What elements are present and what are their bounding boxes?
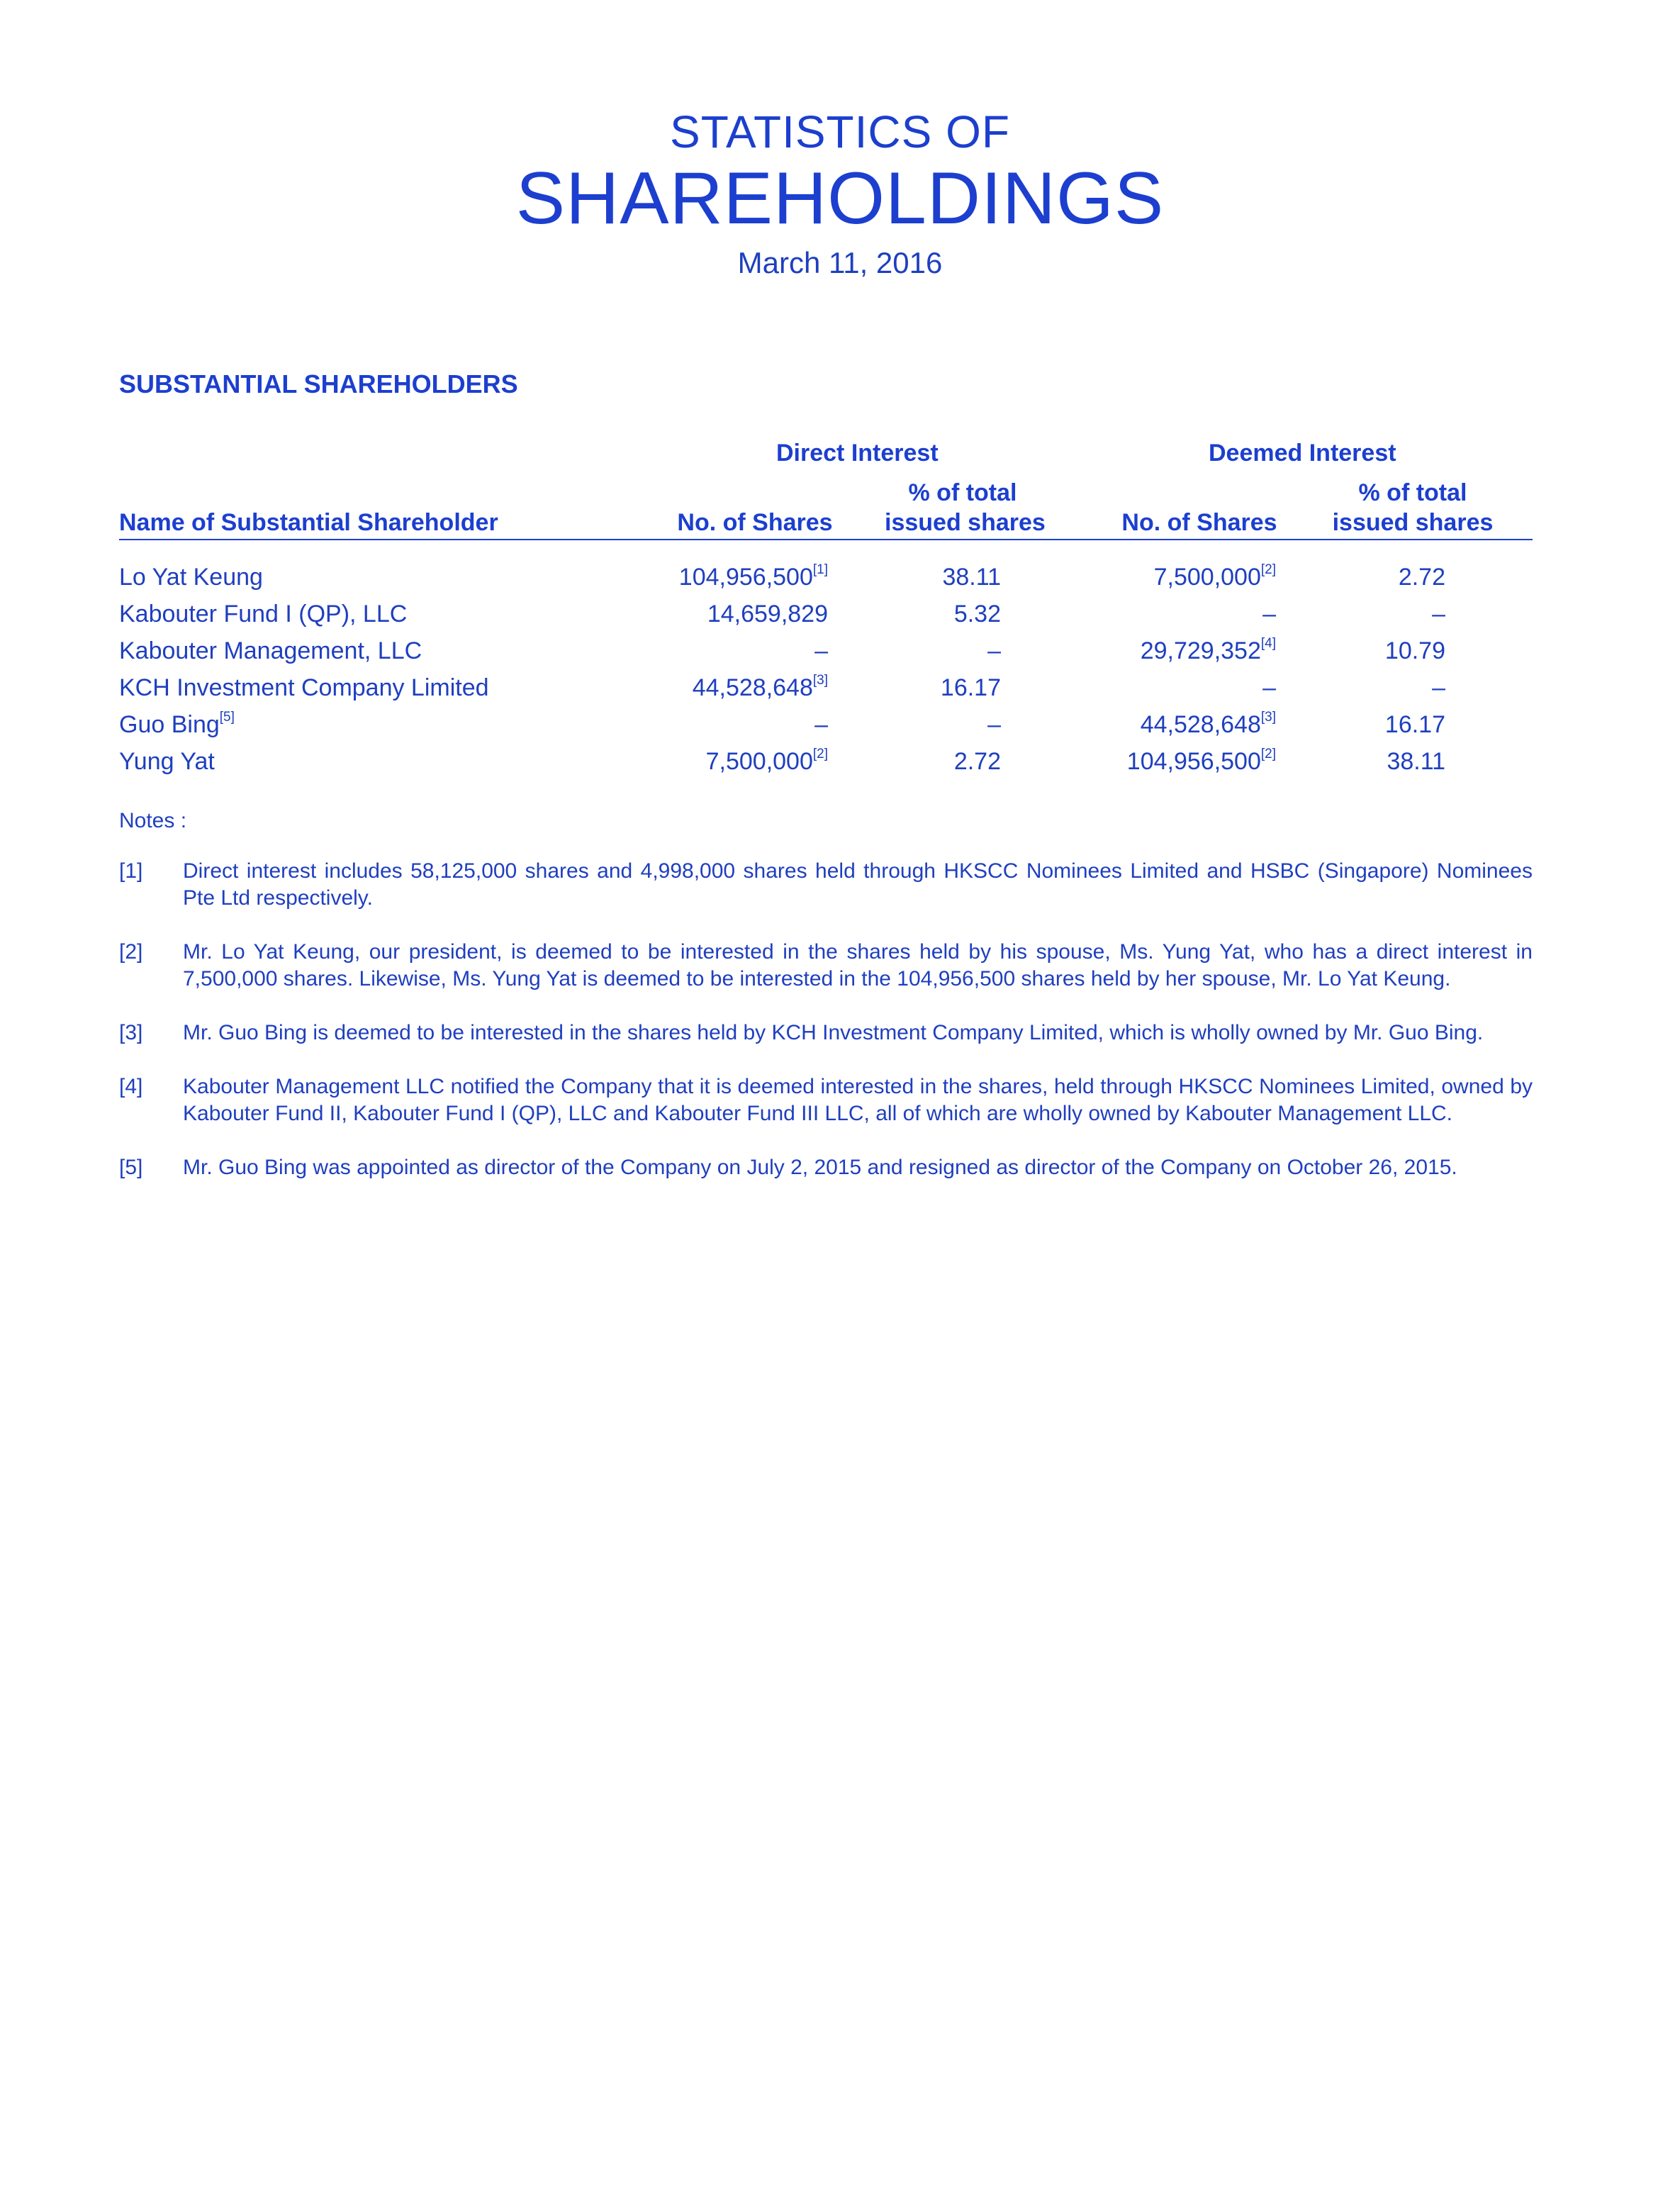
col-name: Name of Substantial Shareholder (119, 509, 498, 536)
report-date: March 11, 2016 (737, 246, 943, 279)
table-group-header (119, 425, 1533, 468)
note-tag: [5] (119, 1156, 143, 1179)
col-direct-pct-line2: issued shares (885, 509, 1046, 536)
direct-pct-cell: – (987, 711, 1001, 738)
deemed-pct-cell: 2.72 (1398, 564, 1445, 591)
notes-list (119, 858, 1533, 1208)
footnote-ref: [4] (1260, 636, 1276, 651)
deemed-shares-cell: 44,528,648[3] (1140, 710, 1276, 738)
note-tag: [2] (119, 940, 143, 964)
direct-shares-cell: 44,528,648[3] (692, 673, 828, 701)
note-text: Direct interest includes 58,125,000 shares and 4,998,000 shares held through HKSCC Nominees Limited and HSBC (Singapore) Nominees Pte Ltd respectively. (183, 859, 1533, 910)
direct-shares-cell: – (814, 637, 828, 664)
table-column-header (119, 468, 1533, 540)
shareholder-name: Lo Yat Keung (119, 564, 263, 591)
note-tag: [1] (119, 859, 143, 883)
shareholder-name: Yung Yat (119, 748, 215, 775)
deemed-interest-heading: Deemed Interest (1209, 440, 1396, 467)
title-line-2: SHAREHOLDINGS (515, 157, 1165, 240)
table-row (119, 743, 1533, 780)
shareholder-name: Kabouter Management, LLC (119, 637, 422, 664)
shareholder-name: KCH Investment Company Limited (119, 674, 489, 701)
note-item (119, 1073, 1533, 1127)
note-item (119, 1020, 1533, 1046)
deemed-pct-cell: – (1432, 601, 1445, 627)
direct-shares-cell: – (814, 711, 828, 738)
deemed-shares-cell: – (1262, 601, 1276, 627)
deemed-pct-cell: 38.11 (1387, 748, 1445, 775)
col-deemed-shares: No. of Shares (1121, 509, 1277, 536)
direct-pct-cell: 38.11 (942, 564, 1001, 591)
deemed-pct-cell: 16.17 (1384, 711, 1445, 738)
footnote-ref: [1] (812, 562, 828, 577)
col-direct-pct (885, 478, 1046, 537)
direct-shares-cell: 104,956,500[1] (678, 562, 828, 591)
shareholder-name: Kabouter Fund I (QP), LLC (119, 601, 408, 627)
note-tag: [4] (119, 1075, 143, 1098)
note-text: Mr. Guo Bing is deemed to be interested in the shares held by KCH Investment Company Limited, which is wholly owned by Mr. Guo Bing. (183, 1021, 1484, 1044)
note-item (119, 939, 1533, 993)
deemed-pct-cell: 10.79 (1384, 637, 1445, 664)
col-deemed-pct (1324, 478, 1501, 537)
footnote-ref: [3] (812, 673, 828, 688)
direct-pct-cell: 5.32 (953, 601, 1001, 627)
footnote-ref: [2] (1260, 562, 1276, 577)
footnote-ref: [3] (1260, 710, 1276, 725)
deemed-shares-cell: 104,956,500[2] (1126, 747, 1276, 775)
table-row (119, 596, 1533, 632)
shareholder-name: Guo Bing[5] (119, 710, 235, 738)
col-deemed-pct-line2: issued shares (1332, 509, 1494, 536)
deemed-shares-cell: – (1262, 674, 1276, 701)
table-row (119, 706, 1533, 743)
footnote-ref: [2] (1260, 747, 1276, 761)
page-header (0, 106, 1680, 281)
direct-pct-cell: 16.17 (940, 674, 1001, 701)
note-text: Mr. Lo Yat Keung, our president, is deemed to be interested in the shares held by his spouse, Ms. Yung Yat, who has a direct interest in 7,500,000 shares. Likewise, Ms. Yung Yat is deemed to be interested in the 104,956,500 shares held by her spouse, Mr. Lo Yat Keung. (183, 940, 1533, 990)
deemed-pct-cell: – (1432, 674, 1445, 701)
table-body (119, 559, 1533, 780)
note-tag: [3] (119, 1021, 143, 1044)
direct-pct-cell: 2.72 (953, 748, 1001, 775)
note-item (119, 1154, 1533, 1181)
direct-shares-cell: 14,659,829 (707, 601, 828, 627)
col-direct-pct-line1: % of total (908, 479, 1017, 506)
note-text: Mr. Guo Bing was appointed as director of the Company on July 2, 2015 and resigned as director of the Company on October 26, 2015. (183, 1156, 1457, 1179)
deemed-shares-cell: 7,500,000[2] (1153, 562, 1276, 591)
title-line-1: STATISTICS OF (670, 106, 1010, 157)
table-row (119, 669, 1533, 706)
section-title: SUBSTANTIAL SHAREHOLDERS (119, 369, 518, 398)
table-row (119, 632, 1533, 669)
deemed-shares-cell: 29,729,352[4] (1140, 636, 1276, 664)
direct-shares-cell: 7,500,000[2] (705, 747, 828, 775)
note-item (119, 858, 1533, 912)
direct-interest-heading: Direct Interest (776, 440, 939, 467)
shareholders-table (119, 425, 1533, 780)
note-text: Kabouter Management LLC notified the Company that it is deemed interested in the shares, held through HKSCC Nominees Limited, owned by Kabouter Fund II, Kabouter Fund I (QP), LLC and Kabouter Fund III LLC, all of which are wholly owned by Kabouter Management LLC. (183, 1075, 1533, 1125)
footnote-ref: [2] (812, 747, 828, 761)
footnote-ref: [5] (219, 710, 235, 725)
col-deemed-pct-line1: % of total (1358, 479, 1467, 506)
notes-label: Notes : (119, 809, 187, 832)
table-row (119, 559, 1533, 596)
direct-pct-cell: – (987, 637, 1001, 664)
col-direct-shares: No. of Shares (677, 509, 833, 536)
